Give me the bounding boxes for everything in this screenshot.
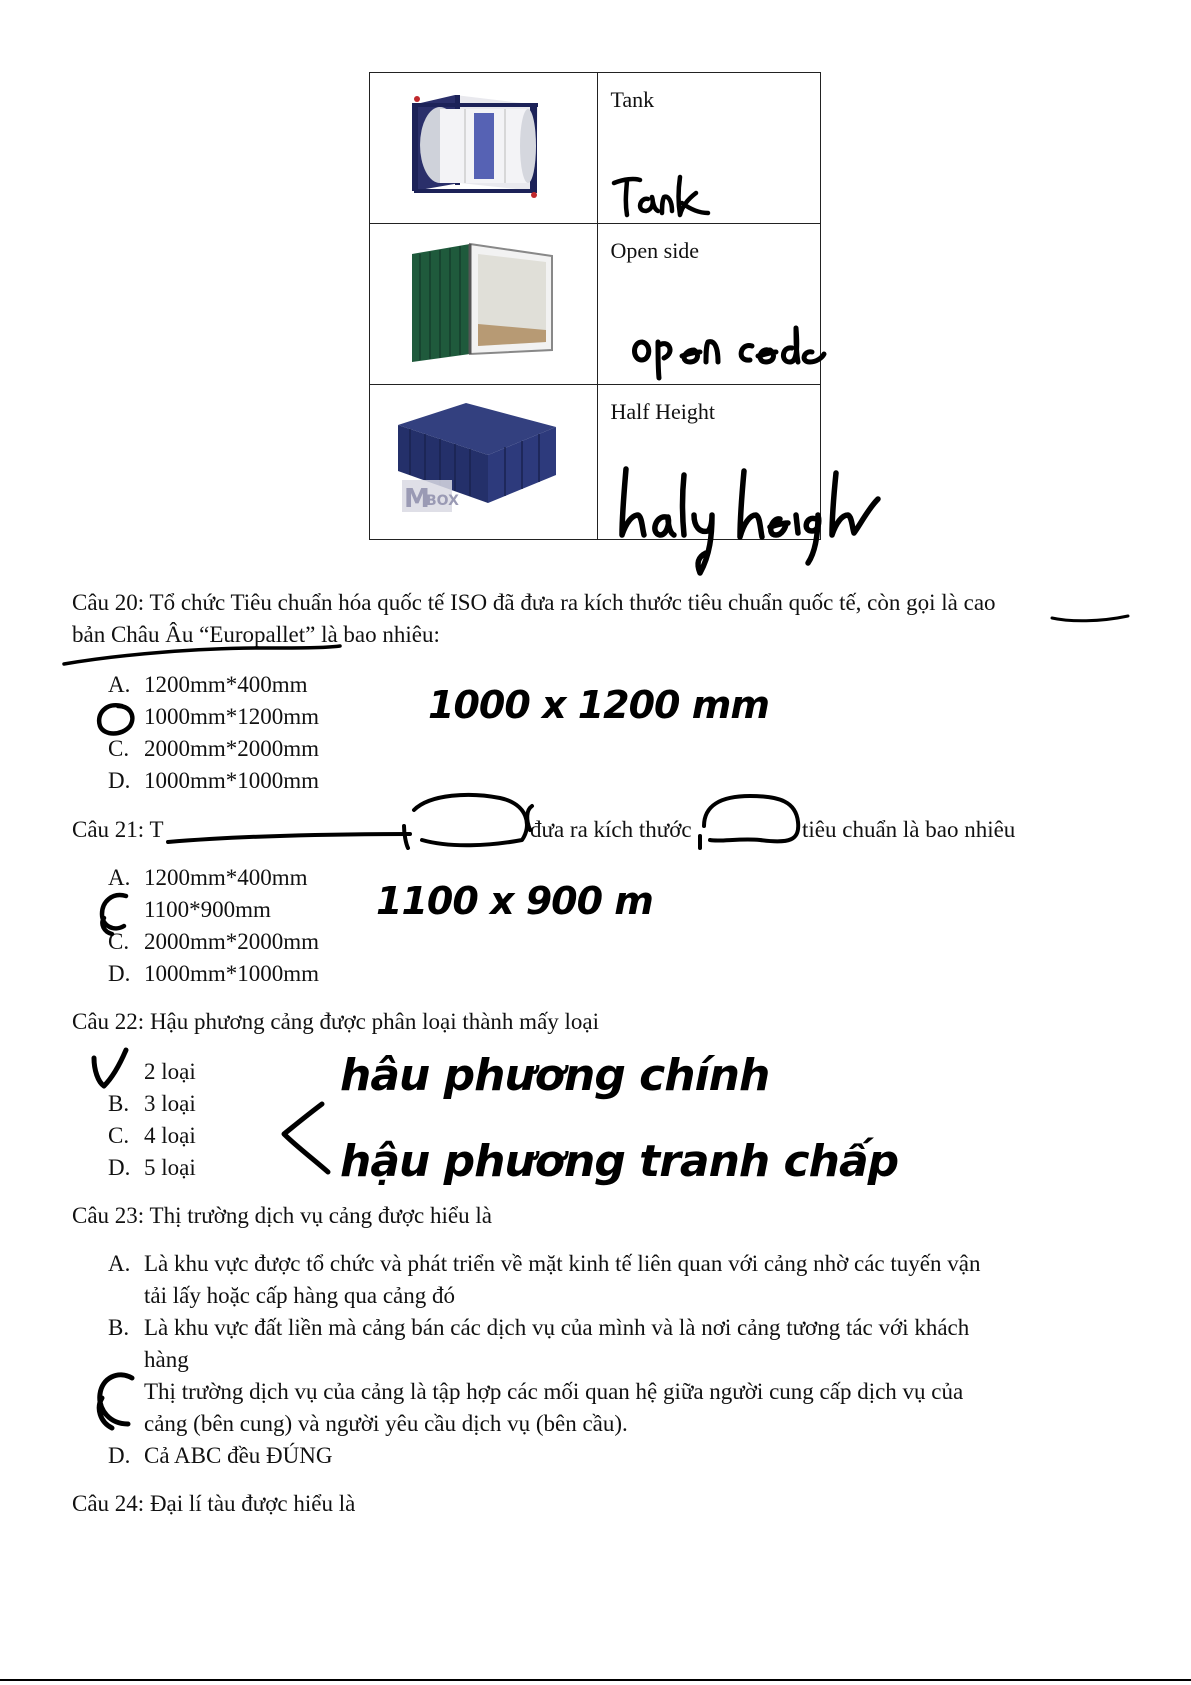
question-23-title: Câu 23: Thị trường dịch vụ cảng được hiểu là [72, 1203, 492, 1228]
q22-option-c[interactable]: C. 4 loại [108, 1123, 196, 1148]
underline-cao [1050, 612, 1130, 626]
handwriting-q22-type1: hâu phương chính [340, 1050, 770, 1101]
table-row [370, 224, 821, 385]
handwriting-q22-type2: hậu phương tranh chấp [340, 1136, 899, 1187]
q22-option-d[interactable]: D. 5 loại [108, 1155, 196, 1180]
half-height-container-image-cell [370, 385, 598, 540]
q20-option-a[interactable]: A. 1200mm*400mm [108, 672, 308, 697]
handwriting-q20-answer: 1000 x 1200 mm [428, 683, 769, 727]
container-type-label: Open side [610, 238, 700, 263]
half-height-label-cell [598, 385, 821, 540]
tank-label-cell [598, 73, 821, 224]
answer-check-q22 [86, 1044, 136, 1094]
container-type-label: Half Height [610, 399, 715, 424]
container-type-table [369, 72, 821, 540]
q21-option-b[interactable]: 1100*900mm [144, 897, 271, 922]
q23-option-c[interactable]: Thị trường dịch vụ của cảng là tập hợp các mối quan hệ giữa người cung cấp dịch vụ của cảng (bên cung) và người yêu cầu dịch vụ (bên cầu). [144, 1379, 964, 1436]
answer-circle-q21 [92, 890, 142, 940]
open-side-container-image-cell [370, 224, 598, 385]
tank-container-image [370, 73, 598, 224]
q21-option-c[interactable]: C. 2000mm*2000mm [108, 929, 320, 954]
q21-option-a[interactable]: A. 1200mm*400mm [108, 865, 308, 890]
open-side-label-cell [598, 224, 821, 385]
handwriting-q21-answer: 1100 x 900 m [376, 879, 653, 923]
open-side-container-image [370, 224, 598, 385]
q23-option-d[interactable]: D. Cả ABC đều ĐÚNG [108, 1443, 333, 1468]
question-21-prefix: Câu 21: T [72, 817, 164, 842]
q23-option-b[interactable]: B. Là khu vực đất liền mà cảng bán các dịch vụ của mình và là nơi cảng tương tác với khách hàng [108, 1315, 970, 1372]
half-height-container-image [370, 385, 598, 540]
table-row [370, 73, 821, 224]
bracket-q22 [276, 1096, 336, 1186]
q20-option-c[interactable]: C. 2000mm*2000mm [108, 736, 320, 761]
tank-container-image-cell [370, 73, 598, 224]
handwriting-tank [610, 173, 720, 223]
q22-option-b[interactable]: B. 3 loại [108, 1091, 196, 1116]
question-20-title-cont: bản Châu Âu “Europallet” là bao nhiêu: [72, 622, 440, 647]
question-20-title: Câu 20: Tổ chức Tiêu chuẩn hóa quốc tế ISO đã đưa ra kích thước tiêu chuẩn quốc tế, còn gọi là cao [72, 590, 996, 615]
mbox-logo: M [404, 484, 430, 514]
q20-option-d[interactable]: D. 1000mm*1000mm [108, 768, 320, 793]
handwriting-open-side [628, 312, 828, 382]
svg-text:BOX: BOX [426, 493, 459, 509]
q20-option-b[interactable]: 1000mm*1200mm [144, 704, 320, 729]
table-row [370, 385, 821, 540]
q21-option-d[interactable]: D. 1000mm*1000mm [108, 961, 320, 986]
question-22-title: Câu 22: Hậu phương cảng được phân loại thành mấy loại [72, 1009, 600, 1034]
question-21-middle: đưa ra kích thước [530, 817, 692, 842]
q23-option-a[interactable]: A. Là khu vực được tổ chức và phát triển về mặt kinh tế liên quan với cảng nhờ các tuyến vận tải lấy hoặc cấp hàng qua cảng đó [108, 1251, 981, 1308]
underline-europallet [62, 640, 342, 670]
handwriting-half-height [616, 465, 896, 575]
page-bottom-rule [0, 1679, 1191, 1681]
answer-circle-q23 [88, 1368, 148, 1438]
redaction-scribble-q21 [160, 790, 810, 850]
answer-circle-q20 [92, 700, 142, 740]
question-24-title: Câu 24: Đại lí tàu được hiểu là [72, 1491, 356, 1516]
q22-option-a[interactable]: 2 loại [144, 1059, 196, 1084]
container-type-label: Tank [610, 87, 655, 112]
question-21-suffix: tiêu chuẩn là bao nhiêu [802, 817, 1016, 842]
